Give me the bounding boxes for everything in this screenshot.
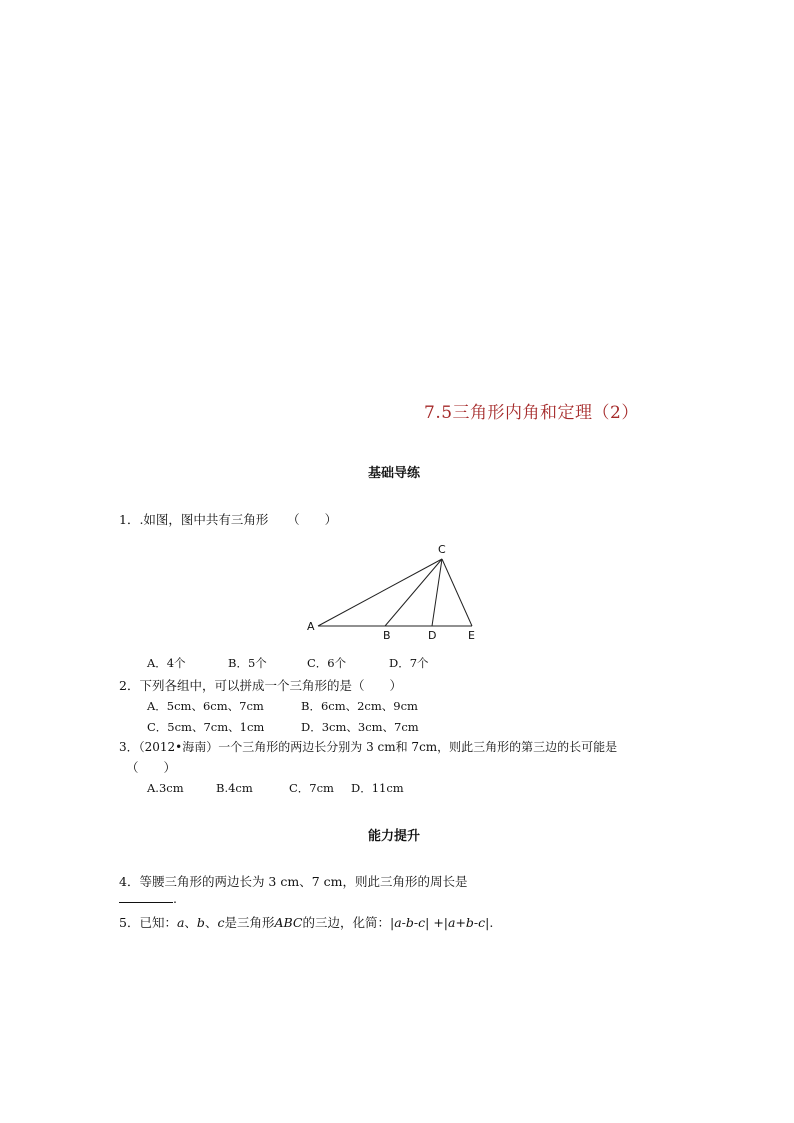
q3-option-b: B.4cm: [216, 781, 253, 795]
line-ec: [442, 559, 472, 626]
question-3-paren: （ ）: [126, 760, 177, 775]
label-c: C: [438, 543, 446, 556]
q3-option-d: D．11cm: [351, 781, 404, 795]
question-3: 3．（2012•海南）一个三角形的两边长分别为 3 cm和 7cm，则此三角形的第三边的长可能是: [119, 740, 618, 754]
q2-option-b: B．6cm、2cm、9cm: [301, 699, 418, 713]
q2-option-d: D．3cm、3cm、7cm: [301, 720, 419, 734]
page-title: 7.5三角形内角和定理（2）: [424, 403, 639, 423]
q1-option-b: B．5个: [228, 656, 267, 670]
label-d: D: [428, 629, 437, 642]
question-1: 1．.如图，图中共有三角形 （ ）: [119, 512, 338, 527]
line-ac: [318, 559, 442, 626]
triangle-figure: [300, 540, 490, 645]
label-a: A: [307, 620, 315, 633]
question-4-answer-line: .: [119, 890, 177, 906]
question-4: 4．等腰三角形的两边长为 3 cm、7 cm，则此三角形的周长是: [119, 874, 468, 889]
label-e: E: [468, 629, 475, 642]
q3-option-c: C．7cm: [289, 781, 334, 795]
answer-blank[interactable]: [119, 890, 173, 903]
label-b: B: [383, 629, 391, 642]
q2-option-c: C．5cm、7cm、1cm: [147, 720, 265, 734]
section-basic-heading: 基础导练: [368, 466, 421, 481]
q1-option-d: D．7个: [389, 656, 429, 670]
q2-option-a: A．5cm、6cm、7cm: [147, 699, 264, 713]
section-advanced-heading: 能力提升: [368, 829, 421, 844]
q1-option-c: C．6个: [307, 656, 347, 670]
q3-option-a: A.3cm: [147, 781, 184, 795]
q1-option-a: A．4个: [147, 656, 186, 670]
question-2: 2．下列各组中，可以拼成一个三角形的是（ ）: [119, 678, 402, 693]
question-5: 5．已知：a、b、c是三角形ABC的三边，化简：|a-b-c| +|a+b-c|.: [119, 915, 494, 930]
